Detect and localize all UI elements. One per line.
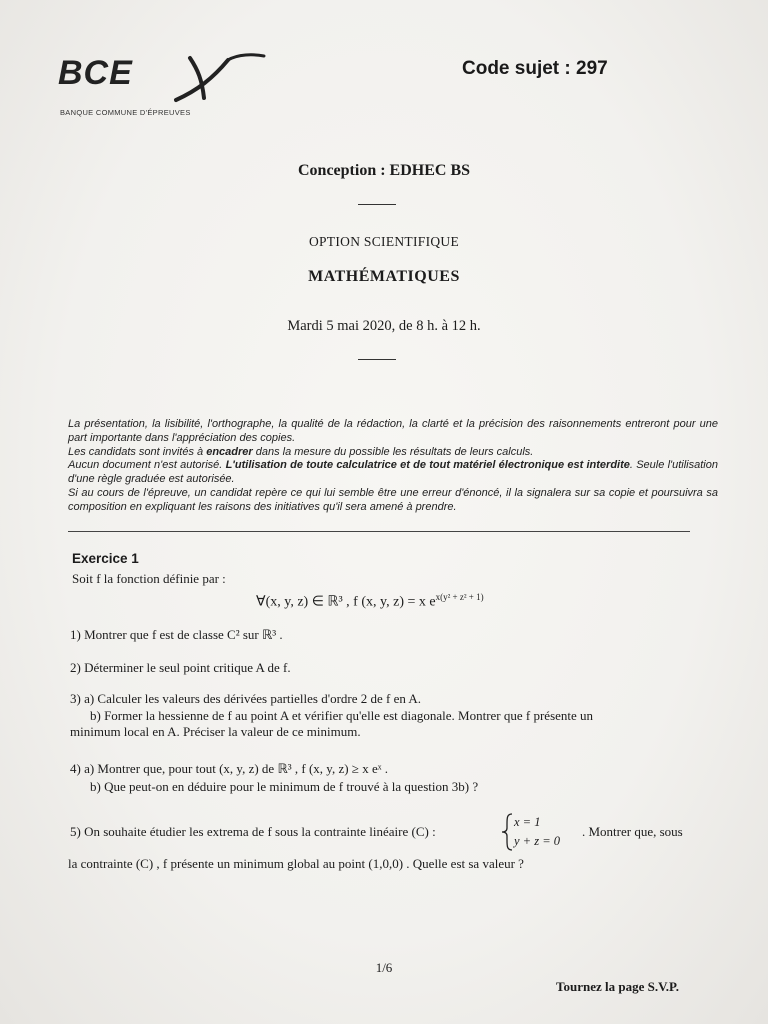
- formula-exponent: x(y² + z² + 1): [435, 592, 484, 602]
- exercise-title: Exercice 1: [72, 551, 139, 566]
- question-5-line1-end: . Montrer que, sous: [582, 824, 683, 839]
- question-2: 2) Déterminer le seul point critique A de f.: [70, 660, 291, 675]
- code-sujet: Code sujet : 297: [462, 58, 608, 79]
- conception-title: Conception : EDHEC BS: [297, 162, 471, 179]
- instruction-calculatrice: Aucun document n'est autorisé. L'utilisation de toute calculatrice et de tout matériel électronique est interdite. Seule l'utilisation d'une règle graduée est autorisée.: [68, 459, 718, 486]
- question-4a: 4) a) Montrer que, pour tout (x, y, z) de ℝ³ , f (x, y, z) ≥ x eˣ .: [70, 761, 388, 776]
- instruction-presentation: La présentation, la lisibilité, l'orthographe, la qualité de la rédaction, la clarté et la précision des raisonnements entreront pour une part importante dans l'appréciation des copies.: [68, 418, 718, 444]
- question-1: 1) Montrer que f est de classe C² sur ℝ³ .: [70, 627, 283, 642]
- question-5-line2: la contrainte (C) , f présente un minimum global au point (1,0,0) . Quelle est sa valeur ?: [68, 856, 524, 871]
- bce-logo: [58, 50, 268, 120]
- question-3b-line1: b) Former la hessienne de f au point A et vérifier qu'elle est diagonale. Montrer que f présente un: [90, 708, 594, 723]
- constraint-eq1: x = 1: [514, 815, 541, 829]
- constraint-system: [500, 812, 580, 852]
- date-divider: [358, 359, 396, 360]
- question-4b: b) Que peut-on en déduire pour le minimum de f trouvé à la question 3b) ?: [90, 779, 479, 794]
- exercise-intro: Soit f la fonction définie par :: [72, 571, 226, 586]
- function-formula: ∀(x, y, z) ∈ ℝ³ , f (x, y, z) = x $e^{x(y^2 + z^2 + 1)}$: [256, 592, 484, 610]
- section-separator: [68, 531, 690, 532]
- question-5-line1: 5) On souhaite étudier les extrema de f sous la contrainte linéaire (C) :: [70, 824, 436, 839]
- instruction-erreur: Si au cours de l'épreuve, un candidat repère ce qui lui semble être une erreur d'énoncé, il la signalera sur sa copie et poursuivra sa composition en expliquant les raisons des initiatives qu'il sera amené à prendre.: [68, 486, 718, 513]
- instruction-encadrer: Les candidats sont invités à encadrer dans la mesure du possible les résultats de leurs calculs.: [68, 445, 534, 458]
- turn-page-note: Tournez la page S.V.P.: [556, 979, 680, 994]
- logo-text: BCE: [58, 54, 133, 92]
- logo-subtitle: BANQUE COMMUNE D'ÉPREUVES: [60, 108, 191, 117]
- question-3b-line2: minimum local en A. Préciser la valeur de ce minimum.: [70, 724, 361, 739]
- subject-title: MATHÉMATIQUES: [308, 268, 460, 285]
- title-divider: [358, 204, 396, 205]
- option-label: OPTION SCIENTIFIQUE: [308, 234, 460, 249]
- instructions: [68, 418, 718, 515]
- page-number: 1/6: [375, 960, 393, 975]
- exam-date: Mardi 5 mai 2020, de 8 h. à 12 h.: [287, 318, 481, 334]
- constraint-eq2: y + z = 0: [514, 834, 561, 848]
- brace-icon: [500, 812, 514, 852]
- question-3a: 3) a) Calculer les valeurs des dérivées partielles d'ordre 2 de f en A.: [70, 691, 422, 706]
- logo-mark-icon: [168, 50, 268, 110]
